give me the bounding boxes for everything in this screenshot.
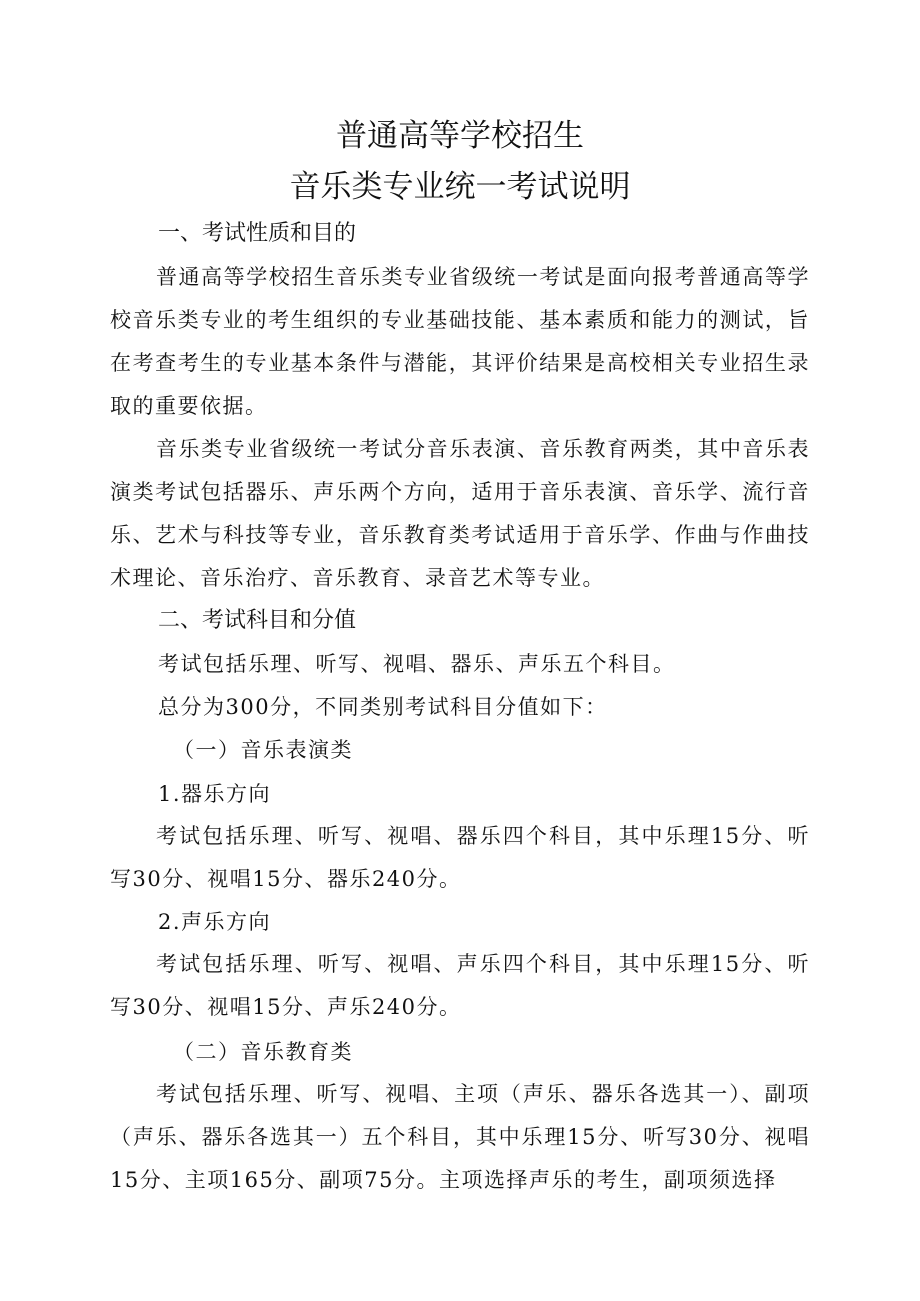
document-title-line-2: 音乐类专业统一考试说明 <box>289 169 631 205</box>
direction-1-text: 考试包括乐理、听写、视唱、器乐四个科目，其中乐理15分、听写30分、视唱15分、器乐240分。 <box>110 824 810 891</box>
section-1-heading: 一、考试性质和目的 <box>158 221 357 246</box>
direction-2-heading: 2.声乐方向 <box>158 910 272 934</box>
direction-1-heading: 1.器乐方向 <box>158 782 272 806</box>
section-1-paragraph-2: 音乐类专业省级统一考试分音乐表演、音乐教育两类，其中音乐表演类考试包括器乐、声乐两个方向，适用于音乐表演、音乐学、流行音乐、艺术与科技等专业，音乐教育类考试适用于音乐学、作曲与作曲技术理论、音乐治疗、音乐教育、录音艺术等专业。 <box>110 437 810 590</box>
subjects-text: 考试包括乐理、听写、视唱、器乐、声乐五个科目。 <box>158 652 676 676</box>
category-2-text: 考试包括乐理、听写、视唱、主项（声乐、器乐各选其一）、副项（声乐、器乐各选其一）五个科目，其中乐理15分、听写30分、视唱15分、主项165分、副项75分。主项选择声乐的考生，副项须选择 <box>110 1082 810 1192</box>
total-score-text: 总分为300分，不同类别考试科目分值如下： <box>158 695 608 719</box>
category-1-heading: （一）音乐表演类 <box>173 738 353 762</box>
category-2-heading: （二）音乐教育类 <box>173 1040 353 1064</box>
document-title-line-1: 普通高等学校招生 <box>336 118 584 154</box>
section-1-paragraph-1: 普通高等学校招生音乐类专业省级统一考试是面向报考普通高等学校音乐类专业的考生组织的专业基础技能、基本素质和能力的测试，旨在考查考生的专业基本条件与潜能，其评价结果是高校相关专业招生录取的重要依据。 <box>110 265 810 418</box>
direction-2-text: 考试包括乐理、听写、视唱、声乐四个科目，其中乐理15分、听写30分、视唱15分、声乐240分。 <box>110 952 810 1019</box>
section-2-heading: 二、考试科目和分值 <box>158 608 357 633</box>
